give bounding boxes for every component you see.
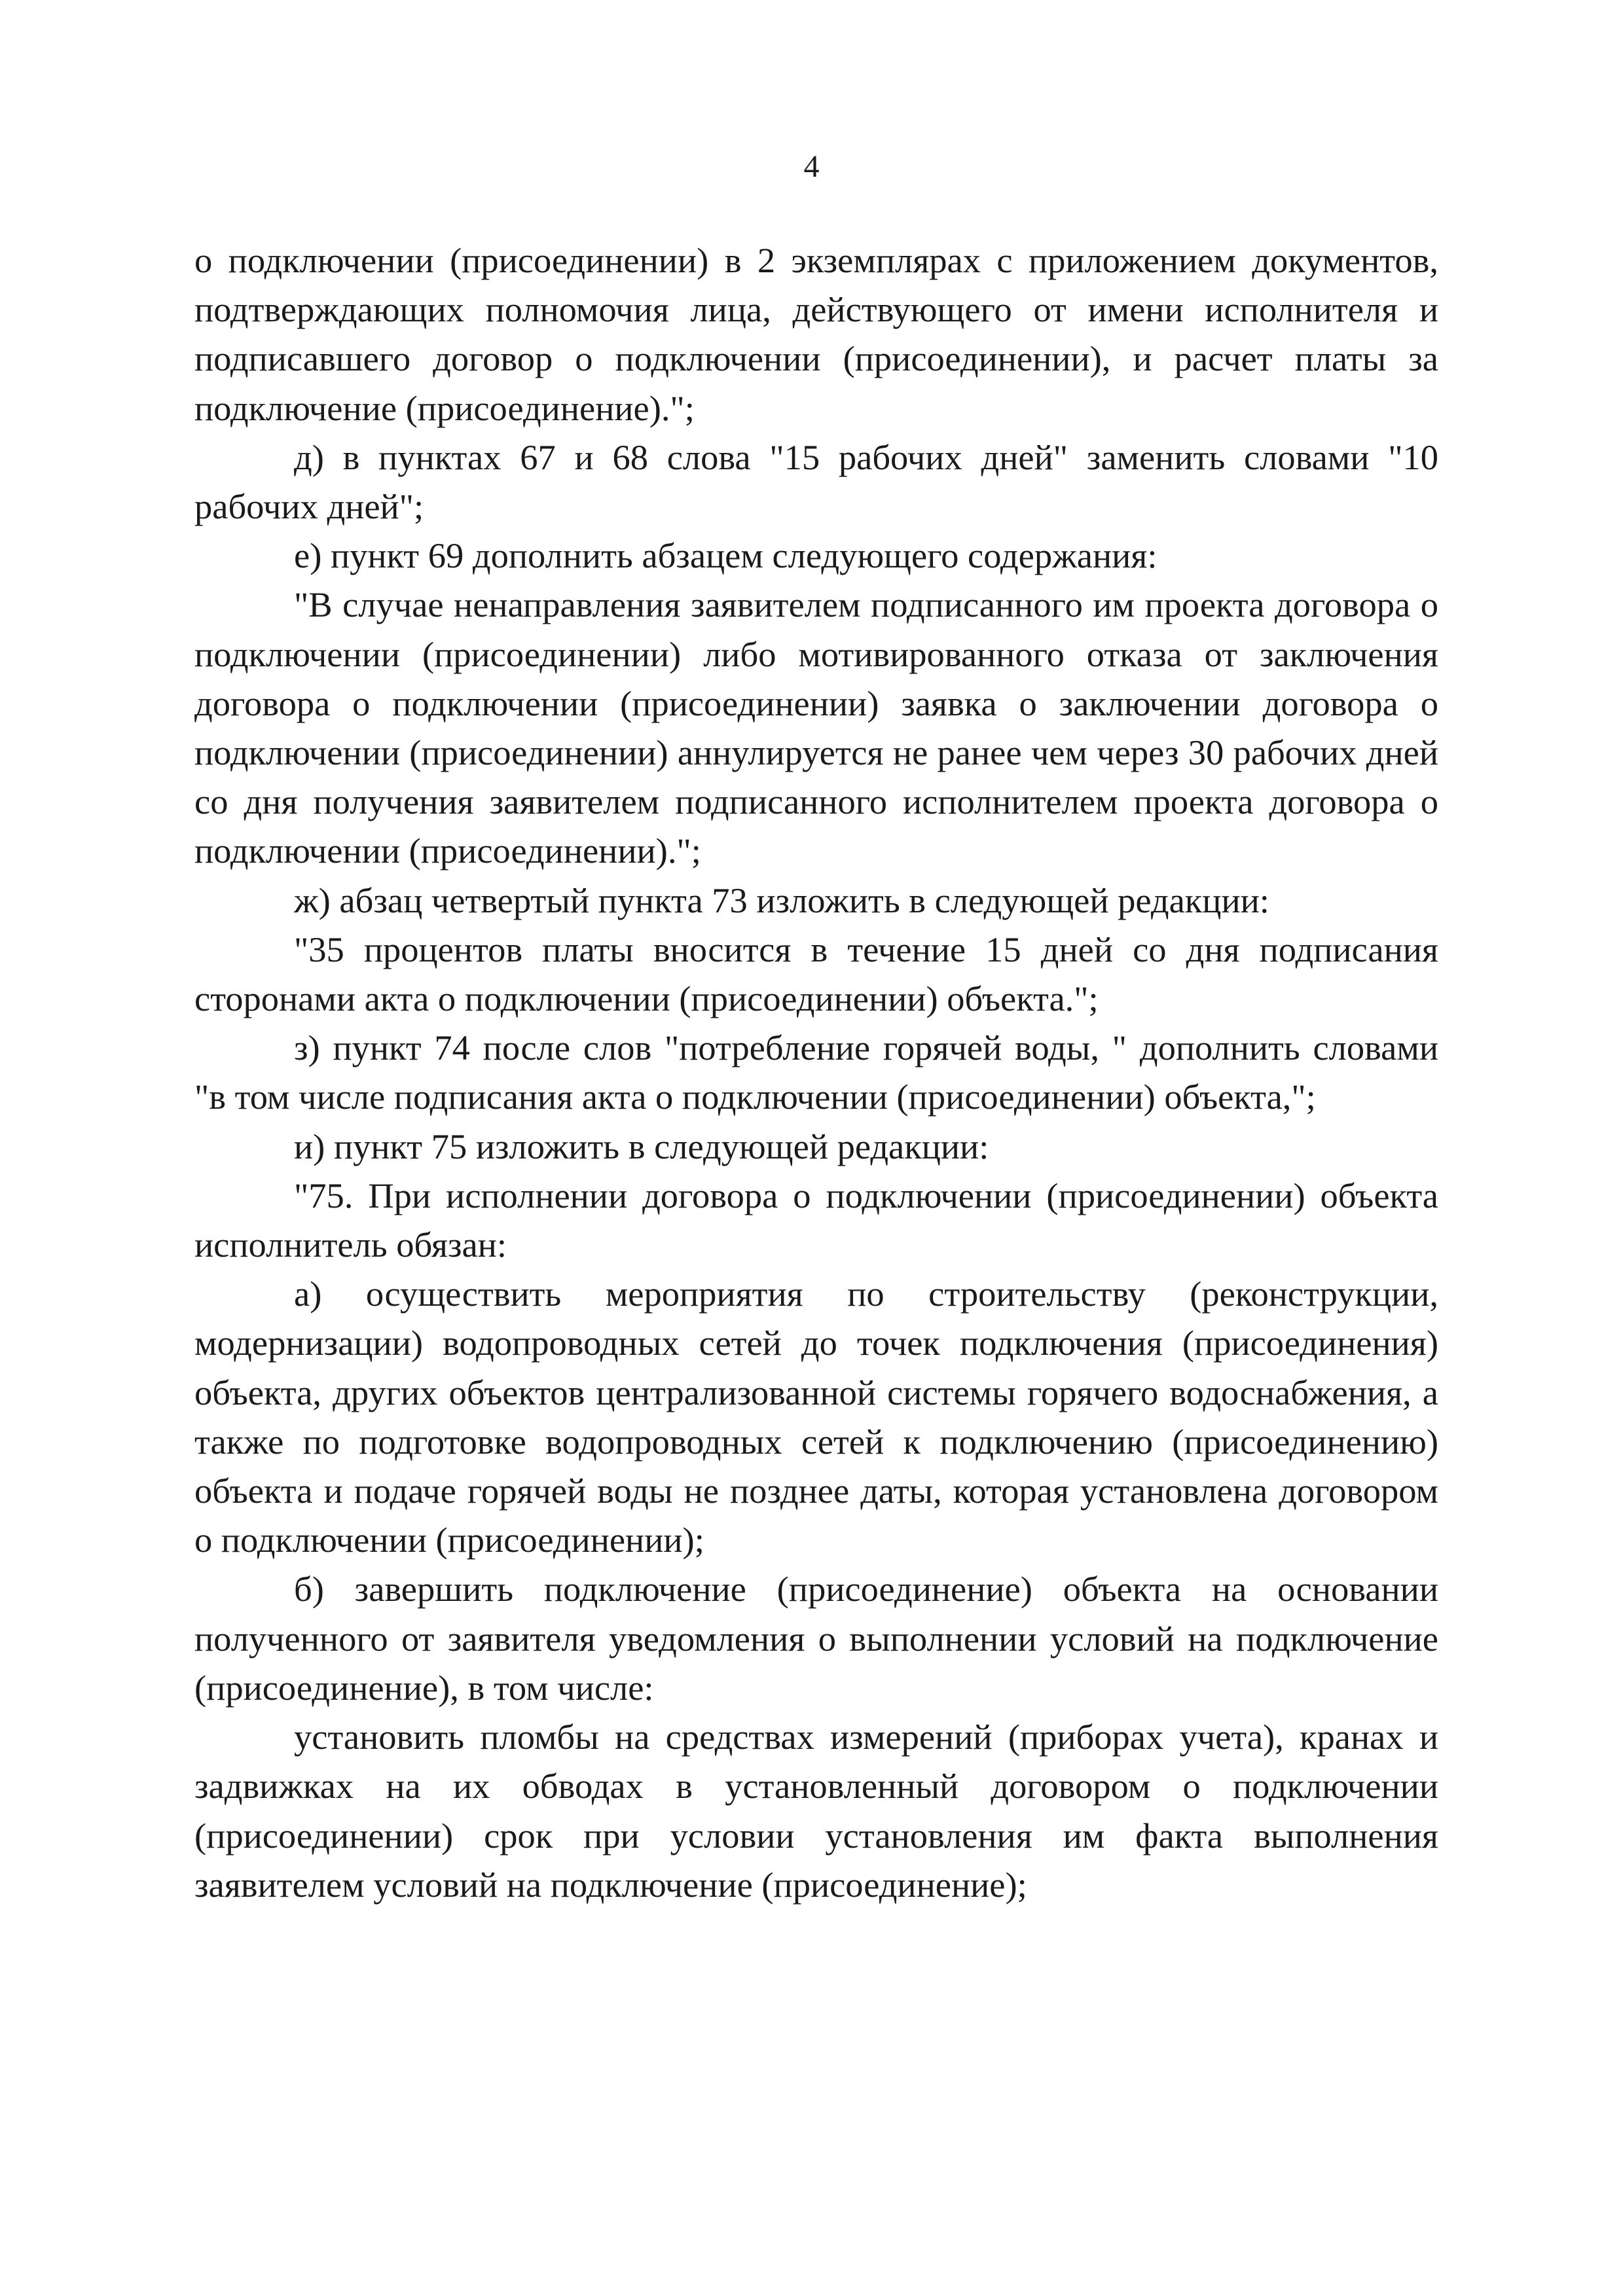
page-number: 4: [803, 149, 820, 184]
paragraph-seals: установить пломбы на средствах измерений (приборах учета), кранах и задвижках на их обводах в установленный договором о подключении (присоединении) срок при условии установления им факта выполнения заявителем условий на подключение (присоединение);: [194, 1717, 1438, 1905]
paragraph-item-zh: ж) абзац четвертый пункта 73 изложить в следующей редакции:: [294, 880, 1269, 920]
document-body: [194, 236, 1438, 1909]
paragraph-item-i: и) пункт 75 изложить в следующей редакции:: [294, 1126, 989, 1166]
paragraph-item-z: з) пункт 74 после слов "потребление горячей воды, " дополнить словами "в том числе подписания акта о подключении (присоединении) объекта,";: [194, 1028, 1438, 1117]
paragraph-quote-clause-69: "В случае ненаправления заявителем подписанного им проекта договора о подключении (присоединении) либо мотивированного отказа от заключения договора о подключении (присоединении) заявка о заключении договора о подключении (присоединении) аннулируется не ранее чем через 30 рабочих дней со дня получения заявителем подписанного исполнителем проекта договора о подключении (присоединении).";: [194, 584, 1438, 871]
paragraph-continuation: о подключении (присоединении) в 2 экземплярах с приложением документов, подтверждающих полномочия лица, действующего от имени исполнителя и подписавшего договор о подключении (присоединении), и расчет платы за подключение (присоединение).";: [194, 240, 1438, 428]
paragraph-item-d: д) в пунктах 67 и 68 слова "15 рабочих дней" заменить словами "10 рабочих дней";: [194, 437, 1438, 527]
paragraph-item-e: е) пункт 69 дополнить абзацем следующего содержания:: [294, 535, 1158, 576]
paragraph-subitem-b: б) завершить подключение (присоединение) объекта на основании полученного от заявителя уведомления о выполнении условий на подключение (присоединение), в том числе:: [194, 1569, 1438, 1708]
paragraph-quote-clause-73: "35 процентов платы вносится в течение 15 дней со дня подписания сторонами акта о подключении (присоединении) объекта.";: [194, 929, 1438, 1019]
paragraph-subitem-a: а) осуществить мероприятия по строительству (реконструкции, модернизации) водопроводных сетей до точек подключения (присоединения) объекта, других объектов централизованной системы горячего водоснабжения, а также по подготовке водопроводных сетей к подключению (присоединению) объекта и подаче горячей воды не позднее даты, которая установлена договором о подключении (присоединении);: [194, 1274, 1438, 1560]
paragraph-quote-clause-75: "75. При исполнении договора о подключении (присоединении) объекта исполнитель обязан:: [194, 1175, 1438, 1265]
